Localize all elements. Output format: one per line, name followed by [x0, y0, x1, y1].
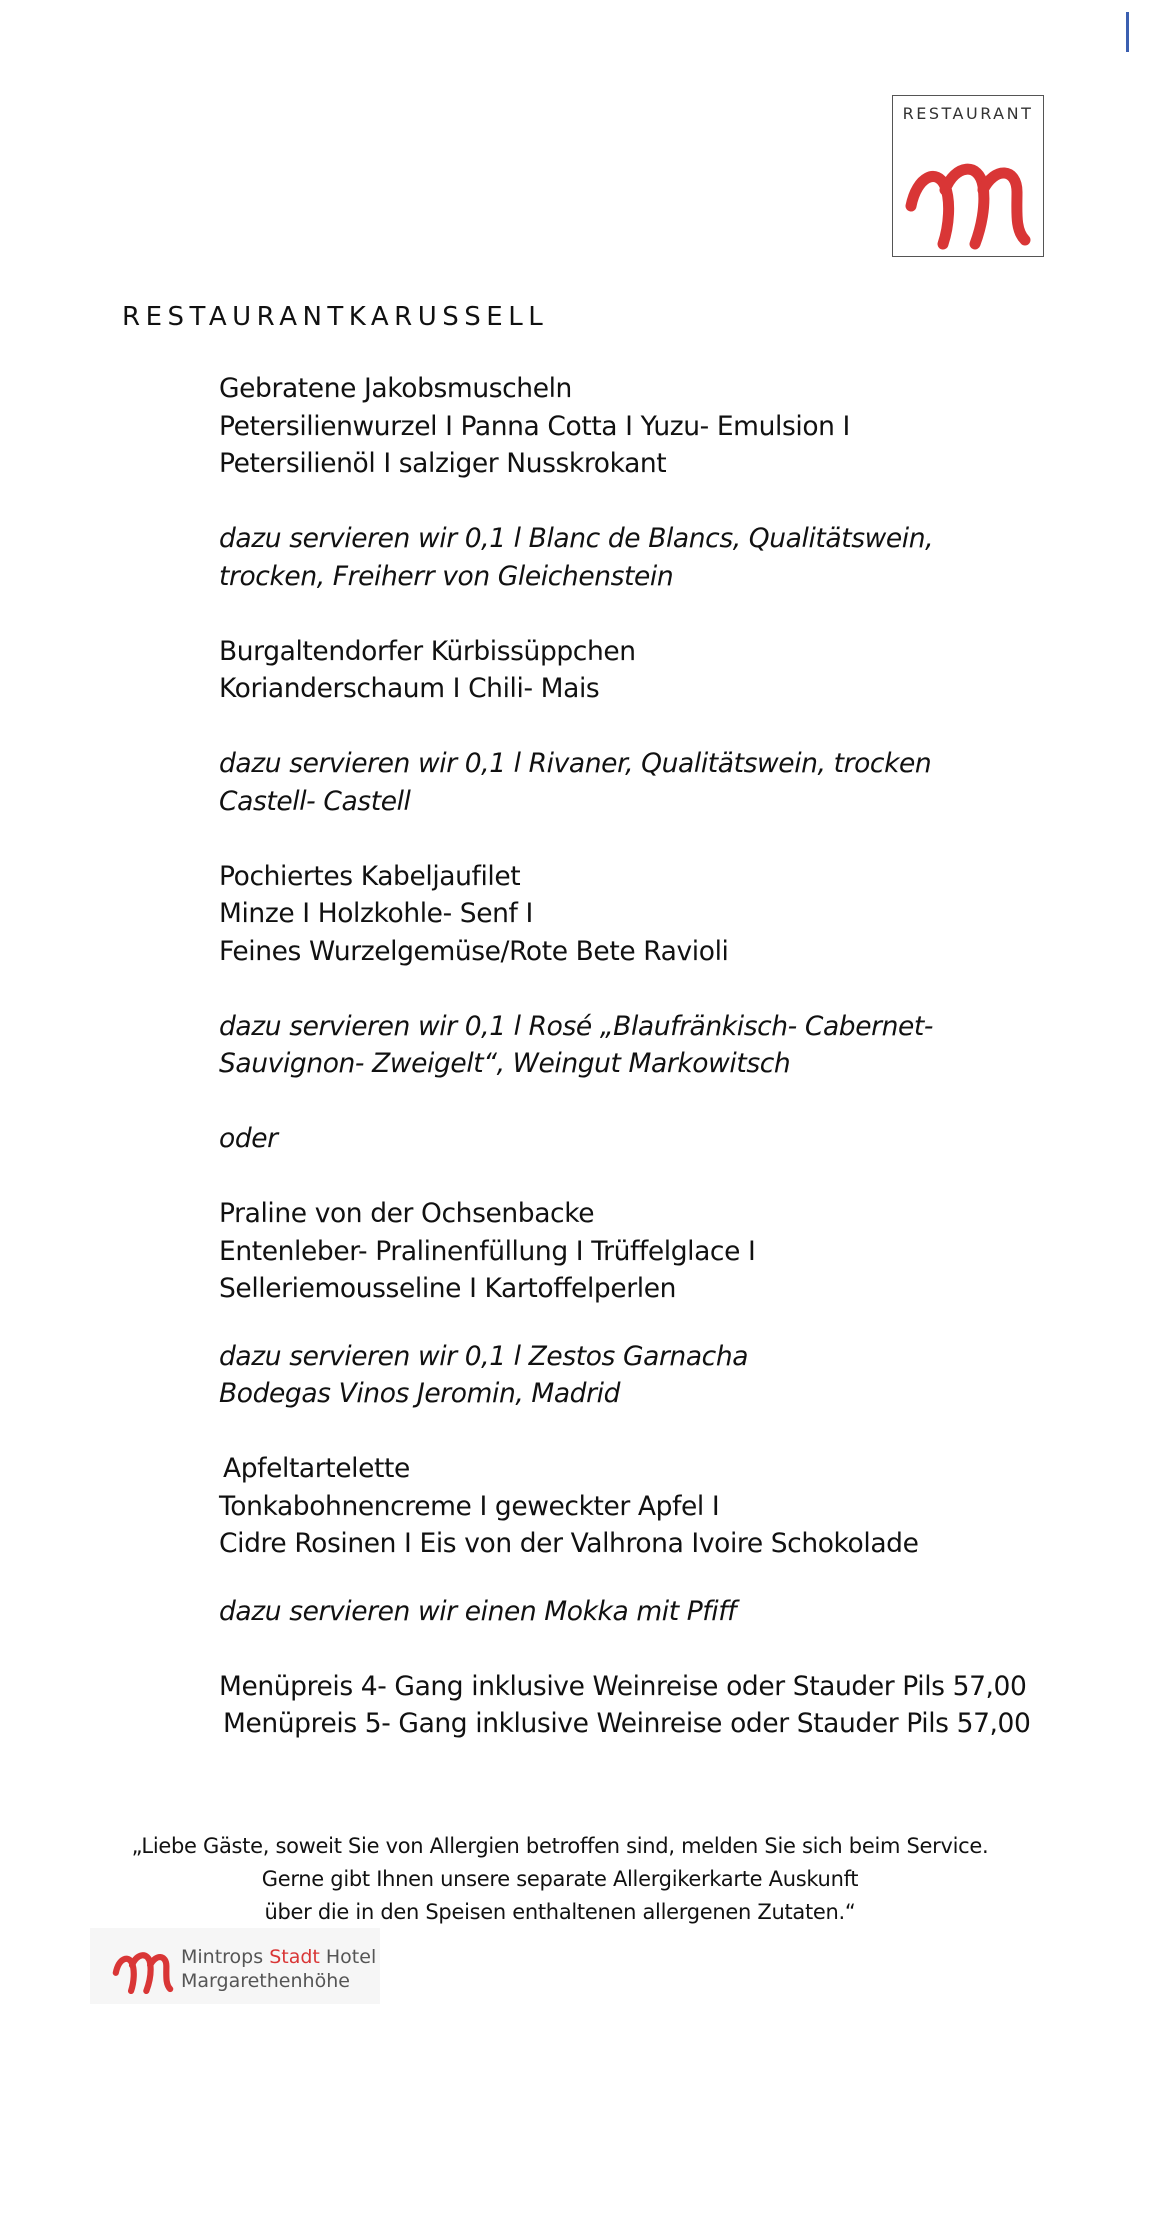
- price-line: Menüpreis 5- Gang inklusive Weinreise oder Stauder Pils 57,00: [223, 1708, 1031, 1739]
- course-1-wine: [219, 520, 1019, 595]
- separator-text: oder: [219, 1123, 278, 1154]
- notice-line: über die in den Speisen enthaltenen allergenen Zutaten.“: [264, 1900, 856, 1924]
- dish-line: Burgaltendorfer Kürbissüppchen: [219, 635, 636, 667]
- notice-line: Gerne gibt Ihnen unsere separate Allergikerkarte Auskunft: [261, 1867, 859, 1891]
- hotel-logo: [90, 1928, 380, 2004]
- hotel-name-part: Hotel: [319, 1946, 377, 1968]
- course-5-dish: [219, 1450, 1019, 1563]
- course-separator: [219, 1120, 1019, 1158]
- page-title: RESTAURANTKARUSSELL: [122, 302, 549, 332]
- dish-line: Korianderschaum I Chili- Mais: [219, 673, 600, 704]
- course-2-dish: [219, 633, 1019, 708]
- logo-word: RESTAURANT: [902, 104, 1034, 123]
- allergy-notice: [120, 1830, 1000, 1929]
- course-3-dish: [219, 858, 1019, 971]
- dish-line: Feines Wurzelgemüse/Rote Bete Ravioli: [219, 935, 729, 967]
- course-4-dish: [219, 1195, 1019, 1308]
- hotel-name: [181, 1946, 376, 1968]
- wine-line: Bodegas Vinos Jeromin, Madrid: [219, 1378, 620, 1409]
- dish-line: Cidre Rosinen I Eis von der Valhrona Ivoire Schokolade: [219, 1528, 919, 1559]
- course-4-wine: [219, 1338, 1019, 1413]
- wine-line: dazu servieren wir 0,1 l Zestos Garnacha: [219, 1340, 749, 1372]
- notice-line: „Liebe Gäste, soweit Sie von Allergien betroffen sind, melden Sie sich beim Service.: [131, 1834, 989, 1858]
- wine-line: dazu servieren wir 0,1 l Rosé „Blaufränkisch- Cabernet-: [219, 1010, 934, 1042]
- dish-line: Gebratene Jakobsmuscheln: [219, 373, 572, 404]
- dish-line: Selleriemousseline I Kartoffelperlen: [219, 1273, 676, 1304]
- dish-line: Praline von der Ochsenbacke: [219, 1198, 595, 1229]
- wine-line: dazu servieren wir 0,1 l Rivaner, Qualitätswein, trocken: [219, 748, 932, 779]
- dish-line: Pochiertes Kabeljaufilet: [219, 860, 521, 892]
- wine-line: dazu servieren wir einen Mokka mit Pfiff: [219, 1595, 737, 1627]
- m-logo-icon: [112, 1944, 174, 1994]
- dish-line: Petersilienöl I salziger Nusskrokant: [219, 448, 667, 479]
- course-3-wine: [219, 1008, 1019, 1083]
- price-list: [219, 1668, 1031, 1743]
- dish-line: Petersilienwurzel I Panna Cotta I Yuzu- Emulsion I: [219, 410, 850, 442]
- m-logo-icon: [903, 146, 1033, 250]
- course-5-wine: [219, 1593, 1019, 1631]
- page-edge-marker: [1126, 12, 1129, 52]
- wine-line: Castell- Castell: [219, 785, 411, 817]
- hotel-name-part: Mintrops: [181, 1946, 270, 1968]
- course-1-dish: [219, 370, 1019, 483]
- course-2-wine: [219, 745, 1019, 820]
- dish-line: Apfeltartelette: [223, 1453, 410, 1484]
- dish-line: Tonkabohnencreme I geweckter Apfel I: [219, 1490, 720, 1522]
- price-line: Menüpreis 4- Gang inklusive Weinreise oder Stauder Pils 57,00: [219, 1670, 1027, 1702]
- dish-line: Minze I Holzkohle- Senf I: [219, 898, 533, 929]
- hotel-name-accent: Stadt: [269, 1946, 320, 1968]
- menu-list: [219, 370, 1031, 1743]
- hotel-location: Margarethenhöhe: [181, 1970, 350, 1992]
- wine-line: trocken, Freiherr von Gleichenstein: [219, 560, 674, 592]
- restaurant-logo: [892, 95, 1044, 257]
- wine-line: dazu servieren wir 0,1 l Blanc de Blancs, Qualitätswein,: [219, 523, 934, 554]
- wine-line: Sauvignon- Zweigelt“, Weingut Markowitsch: [219, 1048, 791, 1079]
- dish-line: Entenleber- Pralinenfüllung I Trüffelglace I: [219, 1235, 756, 1267]
